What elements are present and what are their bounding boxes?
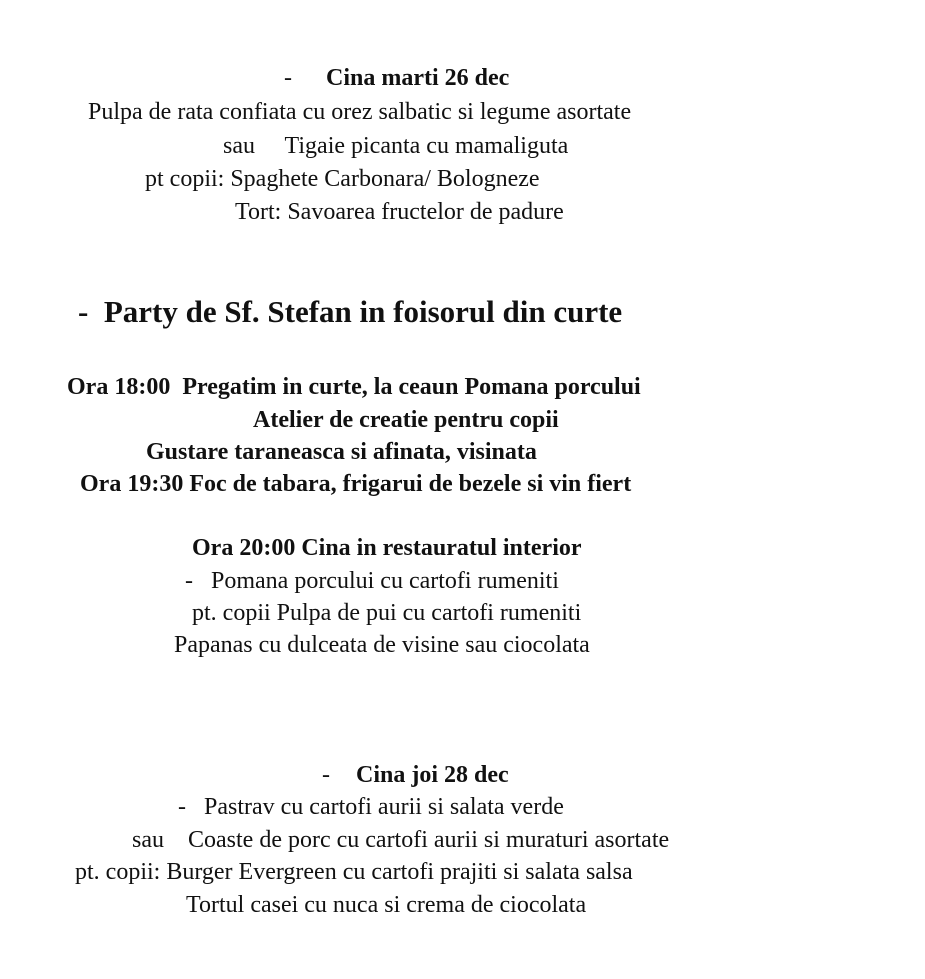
section-heading: Cina marti 26 dec	[326, 65, 510, 91]
menu-line: Tortul casei cu nuca si crema de ciocolata	[186, 892, 587, 918]
menu-line: Tort: Savoarea fructelor de padure	[235, 199, 564, 225]
menu-line: pt copii: Spaghete Carbonara/ Bologneze	[145, 166, 540, 192]
schedule-line: Atelier de creatie pentru copii	[253, 407, 559, 433]
schedule-line: Gustare taraneasca si afinata, visinata	[146, 439, 537, 465]
schedule-line: Ora 18:00 Pregatim in curte, la ceaun Pomana porcului	[67, 374, 641, 400]
menu-line: Papanas cu dulceata de visine sau ciocolata	[174, 632, 590, 658]
bullet-dash: -	[322, 762, 330, 788]
menu-line: pt. copii: Burger Evergreen cu cartofi prajiti si salata salsa	[75, 859, 633, 885]
dinner-heading: Ora 20:00 Cina in restauratul interior	[192, 535, 582, 561]
menu-line: - Pomana porcului cu cartofi rumeniti	[185, 568, 559, 594]
menu-line: sau Tigaie picanta cu mamaliguta	[223, 133, 569, 159]
section-heading: Cina joi 28 dec	[356, 762, 509, 788]
schedule-line: Ora 19:30 Foc de tabara, frigarui de bezele si vin fiert	[80, 471, 632, 497]
menu-line: sau Coaste de porc cu cartofi aurii si muraturi asortate	[132, 827, 670, 853]
bullet-dash: -	[284, 65, 292, 91]
menu-line: Pulpa de rata confiata cu orez salbatic si legume asortate	[88, 99, 632, 125]
menu-line: - Pastrav cu cartofi aurii si salata verde	[178, 794, 564, 820]
menu-line: pt. copii Pulpa de pui cu cartofi rumeniti	[192, 600, 582, 626]
section-heading: - Party de Sf. Stefan in foisorul din curte	[78, 294, 623, 329]
